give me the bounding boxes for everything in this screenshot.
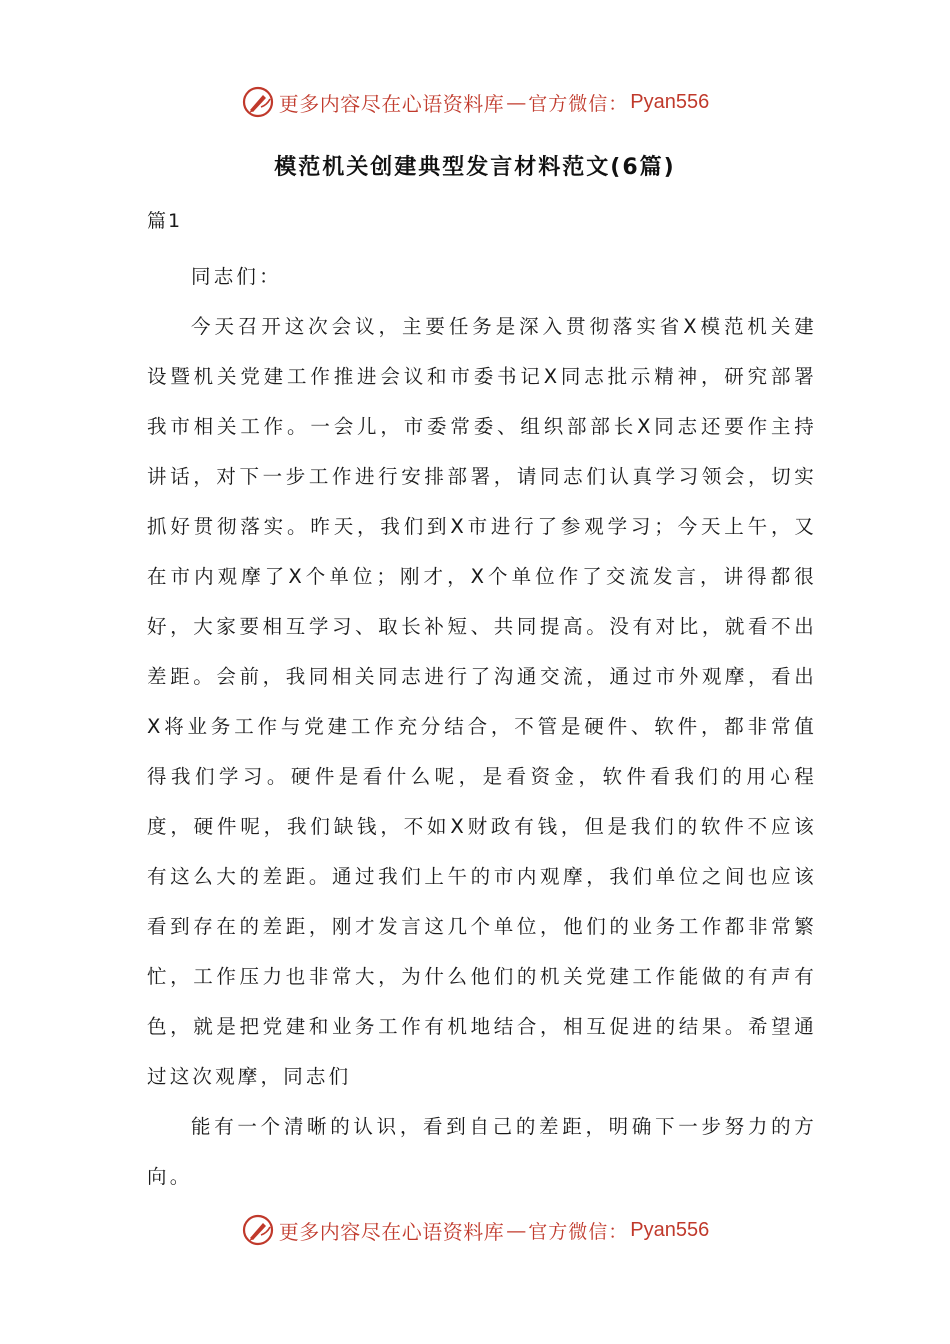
section-label: 篇1: [147, 210, 183, 232]
watermark-lead-text: 更多内容尽在心语资料库: [278, 91, 505, 116]
watermark-banner-bottom: [0, 1210, 950, 1250]
pen-logo-icon: [241, 1213, 275, 1247]
watermark-lead-text: 更多内容尽在心语资料库: [278, 1219, 505, 1244]
document-title: 模范机关创建典型发言材料范文(6篇): [274, 155, 676, 180]
watermark-wechat-id: Pyan556: [630, 1218, 710, 1241]
watermark-wechat-id: Pyan556: [630, 90, 710, 113]
watermark-tail-text: 官方微信：: [528, 92, 629, 115]
watermark-separator: —: [506, 90, 527, 114]
pen-logo-icon: [241, 85, 275, 119]
watermark-banner-top: [0, 82, 950, 122]
greeting-paragraph: 同志们：: [191, 265, 282, 288]
document-body: [147, 252, 817, 1202]
body-paragraph: 能有一个清晰的认识，看到自己的差距，明确下一步努力的方向。: [147, 1115, 817, 1188]
watermark-separator: —: [506, 1218, 527, 1242]
watermark-tail-text: 官方微信：: [528, 1220, 629, 1243]
body-paragraph: 今天召开这次会议，主要任务是深入贯彻落实省X模范机关建设暨机关党建工作推进会议和市委书记X同志批示精神，研究部署我市相关工作。一会儿，市委常委、组织部部长X同志还要作主持讲话，对下一步工作进行安排部署，请同志们认真学习领会，切实抓好贯彻落实。昨天，我们到X市进行了参观学习；今天上午，又在市内观摩了X个单位；刚才，X个单位作了交流发言，讲得都很好，大家要相互学习、取长补短、共同提高。没有对比，就看不出差距。会前，我同相关同志进行了沟通交流，通过市外观摩，看出X将业务工作与党建工作充分结合，不管是硬件、软件，都非常值得我们学习。硬件是看什么呢，是看资金，软件看我们的用心程度，硬件呢，我们缺钱，不如X财政有钱，但是我们的软件不应该有这么大的差距。通过我们上午的市内观摩，我们单位之间也应该看到存在的差距，刚才发言这几个单位，他们的业务工作都非常繁忙，工作压力也非常大，为什么他们的机关党建工作能做的有声有色，就是把党建和业务工作有机地结合，相互促进的结果。希望通过这次观摩，同志们: [147, 315, 817, 1088]
